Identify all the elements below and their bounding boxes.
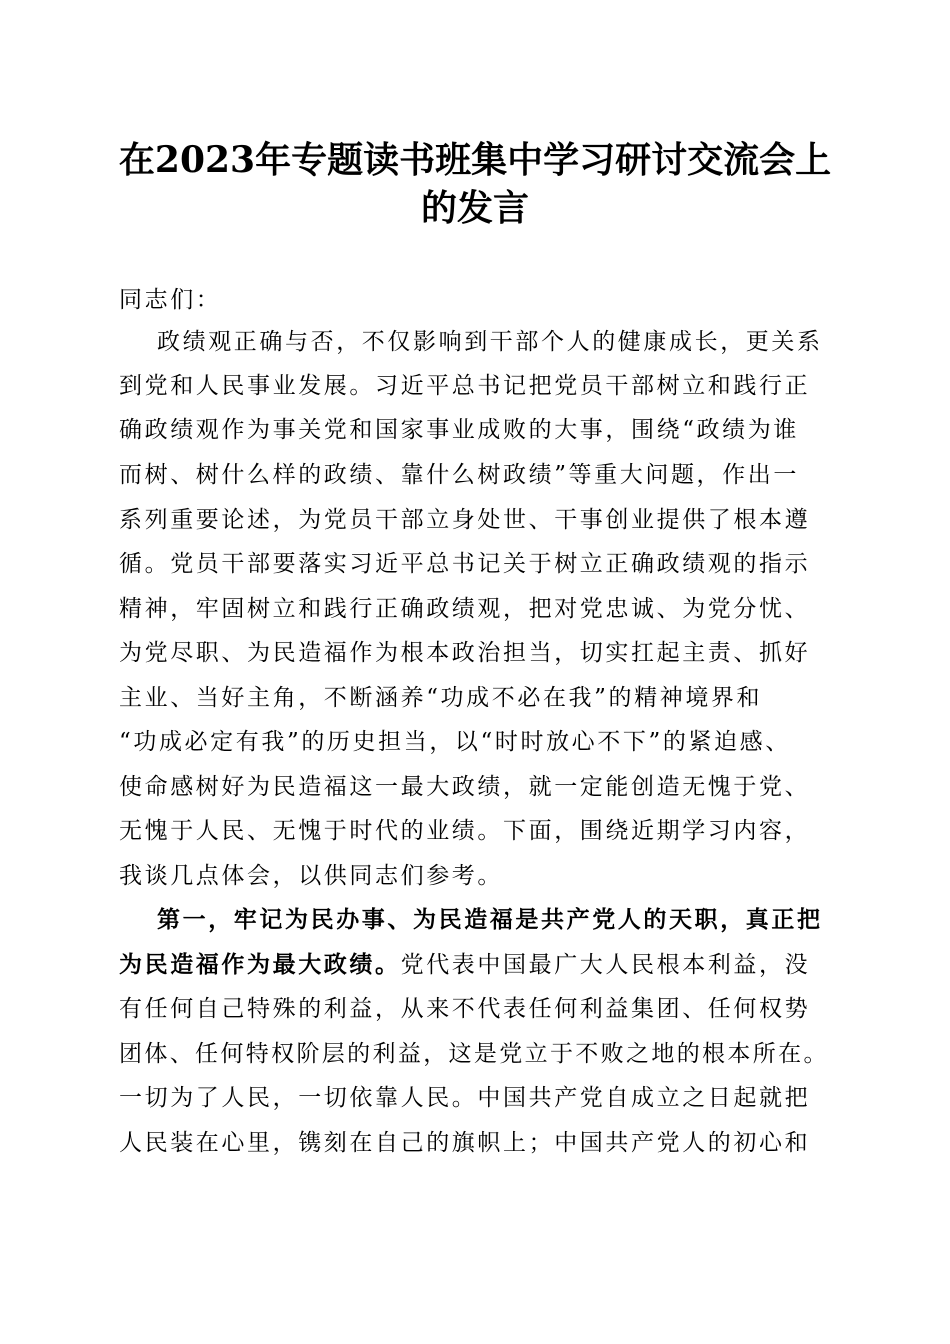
paragraph-line: 政绩观正确与否，不仅影响到干部个人的健康成长，更关系 [157,329,823,355]
title-line-2: 的发言 [420,187,529,229]
paragraph-line: “功成必定有我”的历史担当，以“时时放心不下”的紧迫感、 [119,729,791,755]
paragraph-line: 而树、树什么样的政绩、靠什么树政绩”等重大问题，作出一 [119,462,799,488]
paragraph-line: 使命感树好为民造福这一最大政绩，就一定能创造无愧于党、 [119,774,811,800]
paragraph-line: 我谈几点体会，以供同志们参考。 [119,863,503,889]
paragraph-line: 一切为了人民，一切依靠人民。中国共产党自成立之日起就把 [119,1085,811,1111]
paragraph-line: 无愧于人民、无愧于时代的业绩。下面，围绕近期学习内容， [119,818,811,844]
paragraph-line: 为党尽职、为民造福作为根本政治担当，切实扛起主责、抓好 [119,640,811,666]
paragraph-line: 主业、当好主角，不断涵养“功成不必在我”的精神境界和 [119,685,763,711]
section-heading-tail: 为民造福作为最大政绩。 [119,951,401,978]
paragraph-line: 循。党员干部要落实习近平总书记关于树立正确政绩观的指示 [119,551,811,577]
paragraph-line: 精神，牢固树立和践行正确政绩观，把对党忠诚、为党分忧、 [119,596,811,622]
section-heading-line: 第一，牢记为民办事、为民造福是共产党人的天职，真正把 [157,906,823,933]
paragraph-line: 有任何自己特殊的利益，从来不代表任何利益集团、任何权势 [119,996,811,1022]
paragraph-line: 到党和人民事业发展。习近平总书记把党员干部树立和践行正 [119,373,811,399]
paragraph-line: 团体、任何特权阶层的利益，这是党立于不败之地的根本所在。 [119,1041,829,1067]
paragraph-line: 人民装在心里，镌刻在自己的旗帜上；中国共产党人的初心和 [119,1130,811,1156]
paragraph-line: 确政绩观作为事关党和国家事业成败的大事，围绕“政绩为谁 [119,417,799,443]
paragraph-line: 系列重要论述，为党员干部立身处世、干事创业提供了根本遵 [119,507,811,533]
paragraph-text: 党代表中国最广大人民根本利益，没 [400,952,811,978]
paragraph-line [119,950,810,980]
document-title [100,136,850,232]
title-line-1: 在2023年专题读书班集中学习研讨交流会上 [118,139,832,181]
salutation: 同志们： [119,287,222,313]
